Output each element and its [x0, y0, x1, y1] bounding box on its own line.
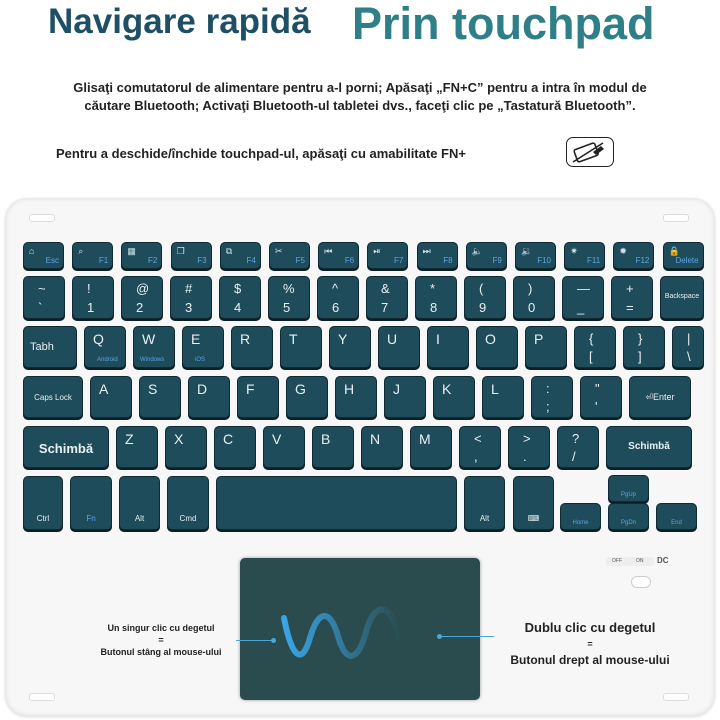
key-label: R: [240, 331, 251, 347]
keyboard-slot: [29, 693, 55, 701]
key-qwerty-10[interactable]: [525, 326, 567, 368]
key-label: G: [295, 381, 306, 397]
key-label: Schimbă: [628, 441, 670, 452]
key-shift-2[interactable]: [165, 426, 207, 468]
key-bottom-label: ;: [546, 399, 550, 414]
key-shift-10[interactable]: [557, 426, 599, 468]
key-home-10[interactable]: [531, 376, 573, 418]
key-home-1[interactable]: [90, 376, 132, 418]
key-label: F12: [635, 256, 650, 265]
key-qwerty-9[interactable]: [476, 326, 518, 368]
key-shift-6[interactable]: [361, 426, 403, 468]
key-label: Delete: [675, 256, 699, 265]
key-number-7[interactable]: [366, 276, 408, 319]
key-shift-9[interactable]: [508, 426, 550, 468]
key-home-5[interactable]: [286, 376, 328, 418]
key-alt-5[interactable]: [464, 476, 505, 530]
dc-label: DC: [657, 556, 669, 565]
key-shift-7[interactable]: [410, 426, 452, 468]
key-label: PgDn: [620, 520, 636, 526]
key-bottom-label: 3: [185, 300, 193, 315]
key-label: D: [197, 381, 208, 397]
key-top-label: !: [87, 281, 91, 296]
key-top-label: >: [523, 431, 531, 446]
key-shift-5[interactable]: [312, 426, 354, 468]
right-click-eq: =: [587, 639, 593, 649]
key-qwerty-13[interactable]: [672, 326, 704, 368]
key-bottom-label: 5: [283, 300, 291, 315]
key-label: I: [436, 331, 440, 347]
key-home-7[interactable]: [384, 376, 426, 418]
key-label: F: [246, 381, 255, 397]
instruction-line-2: căutare Bluetooth; Activaţi Bluetooth-ul tabletei dvs., faceţi clic pe „Tastatură Bluetooth”.: [84, 98, 636, 113]
key-shift-4[interactable]: [263, 426, 305, 468]
right-click-dot: [437, 634, 442, 639]
key-icon: ✂: [275, 246, 283, 256]
key-enter[interactable]: [629, 376, 691, 418]
key-arrow-up[interactable]: [608, 475, 649, 502]
key-bottom-label: _: [577, 300, 585, 315]
key-label: F4: [246, 256, 256, 265]
key-label: F11: [586, 256, 601, 265]
key-label: ⏎Enter: [645, 392, 675, 402]
power-off-label: OFF: [612, 558, 622, 564]
key-qwerty-12[interactable]: [623, 326, 665, 368]
key-qwerty-11[interactable]: [574, 326, 616, 368]
key-label: S: [148, 381, 158, 397]
key-top-label: <: [474, 431, 482, 446]
key-number-5[interactable]: [268, 276, 310, 319]
key-label: End: [671, 520, 682, 526]
key-bottom-label: 1: [87, 300, 95, 315]
key-number-2[interactable]: [121, 276, 163, 319]
key-label: Esc: [45, 256, 59, 265]
key-bottom-label: ,: [474, 449, 478, 464]
key-os-label: Android: [97, 357, 118, 363]
keyboard-slot: [663, 693, 689, 701]
key-f10[interactable]: [515, 242, 556, 269]
key-home-9[interactable]: [482, 376, 524, 418]
key-qwerty-4[interactable]: [231, 326, 273, 368]
key-top-label: ": [595, 381, 600, 396]
key-label: L: [491, 381, 499, 397]
key-bottom-label: 4: [234, 300, 242, 315]
key-f12[interactable]: [613, 242, 654, 269]
key-qwerty-1[interactable]: [84, 326, 126, 368]
key-label: PgUp: [620, 492, 636, 498]
key-number-10[interactable]: [513, 276, 555, 319]
key-home-2[interactable]: [139, 376, 181, 418]
key-label: Cmd: [179, 514, 197, 523]
keyboard-slot: [29, 214, 55, 222]
key-fn-1[interactable]: [70, 476, 112, 530]
key-label: F8: [443, 256, 453, 265]
key-label: Tabh: [30, 341, 54, 353]
key-label: F7: [394, 256, 404, 265]
key-icon: ⌕: [78, 246, 84, 256]
instruction-line-1: Glisaţi comutatorul de alimentare pentru a-l porni; Apăsaţi „FN+C” pentru a intra în modul de: [73, 80, 647, 95]
key-label: J: [393, 381, 400, 397]
key-f5[interactable]: [269, 242, 310, 269]
key-label: C: [223, 431, 234, 447]
key-home-6[interactable]: [335, 376, 377, 418]
key-qwerty-3[interactable]: [182, 326, 224, 368]
keyboard-slot: [663, 214, 689, 222]
key-top-label: }: [638, 331, 643, 346]
key-label: P: [534, 331, 544, 347]
key-label: Alt: [134, 514, 145, 523]
title-right: Prin touchpad: [352, 0, 655, 49]
key-icon: ✹: [619, 246, 627, 256]
key-label: H: [344, 381, 355, 397]
right-click-pointer: [440, 636, 494, 637]
key-label: K: [442, 381, 452, 397]
key-shift-left[interactable]: [23, 426, 109, 468]
key-bottom-label: 0: [528, 300, 536, 315]
key-label: Schimbă: [38, 441, 94, 456]
key-number-6[interactable]: [317, 276, 359, 319]
key-label: B: [321, 431, 331, 447]
key-shift-8[interactable]: [459, 426, 501, 468]
key-number-8[interactable]: [415, 276, 457, 319]
key-bottom-label: `: [38, 300, 43, 315]
key-top-label: +: [626, 281, 634, 296]
right-click-title: Dublu clic cu degetul: [524, 620, 656, 635]
key-icon: ▦: [127, 246, 136, 256]
key-f7[interactable]: [367, 242, 408, 269]
key-bottom-label: 2: [136, 300, 144, 315]
key-label: E: [191, 331, 201, 347]
key-f2[interactable]: [121, 242, 162, 269]
key-icon: 🔉: [521, 246, 533, 256]
key-label: F2: [148, 256, 158, 265]
left-click-dot: [271, 638, 276, 643]
key-bottom-label: 9: [479, 300, 487, 315]
key-top-label: #: [185, 281, 193, 296]
key-qwerty-5[interactable]: [280, 326, 322, 368]
key-icon: 🔈: [471, 246, 484, 256]
right-click-desc: Butonul drept al mouse-ului: [510, 653, 670, 667]
left-click-caption: [86, 622, 236, 658]
key-top-label: |: [687, 331, 691, 346]
key-top-label: ): [528, 281, 533, 296]
key-⌨-6[interactable]: [513, 476, 554, 530]
key-label: Ctrl: [36, 514, 50, 523]
key-label: Caps Lock: [34, 393, 72, 402]
key-backspace[interactable]: [660, 276, 704, 319]
key-number-11[interactable]: [562, 276, 604, 319]
key-top-label: &: [381, 281, 390, 296]
key-icon: 🔒: [668, 246, 680, 256]
key-label: N: [370, 431, 381, 447]
pairing-instructions: [0, 79, 720, 115]
key-label: Home: [572, 520, 589, 526]
key-number-3[interactable]: [170, 276, 212, 319]
key-ctrl-0[interactable]: [23, 476, 63, 530]
key-top-label: —: [577, 281, 590, 296]
key-f4[interactable]: [220, 242, 261, 269]
key-bottom-label: ': [595, 399, 598, 414]
key-icon: ⏯: [373, 246, 381, 256]
key-home-11[interactable]: [580, 376, 622, 418]
key-top-label: ~: [38, 281, 46, 296]
key-bottom-label: 8: [430, 300, 438, 315]
key-label: M: [419, 431, 431, 447]
power-on-label: ON: [636, 558, 644, 564]
key-arrow-down[interactable]: [608, 503, 649, 530]
key-label: F1: [98, 256, 109, 265]
title-left: Navigare rapidă: [48, 2, 311, 41]
key-label: Z: [125, 431, 134, 447]
key-label: Q: [93, 331, 104, 347]
key-f9[interactable]: [466, 242, 507, 269]
key-delete[interactable]: [663, 242, 704, 269]
touchpad-toggle-icon: [566, 137, 614, 167]
key-qwerty-2[interactable]: [133, 326, 175, 368]
key-caps-lock[interactable]: [23, 376, 83, 418]
key-alt-2[interactable]: [119, 476, 160, 530]
key-tab[interactable]: [23, 326, 77, 368]
key-f11[interactable]: [564, 242, 605, 269]
key-arrow-left[interactable]: [560, 503, 601, 530]
key-bottom-label: 6: [332, 300, 340, 315]
key-label: T: [289, 331, 298, 347]
key-shift-right[interactable]: [606, 426, 692, 468]
key-icon: ✷: [570, 246, 578, 256]
key-label: F9: [492, 256, 502, 265]
key-esc[interactable]: [23, 242, 64, 269]
key-label: F3: [197, 256, 207, 265]
key-home-4[interactable]: [237, 376, 279, 418]
key-top-label: $: [234, 281, 242, 296]
key-label: Backspace: [664, 293, 700, 300]
key-bottom-label: =: [626, 300, 634, 315]
key-top-label: ?: [572, 431, 580, 446]
key-arrow-right[interactable]: [656, 503, 697, 530]
key-shift-1[interactable]: [116, 426, 158, 468]
key-space[interactable]: [216, 476, 457, 530]
key-label: O: [485, 331, 496, 347]
key-f1[interactable]: [72, 242, 113, 269]
key-number-0[interactable]: [23, 276, 65, 319]
key-bottom-label: /: [572, 449, 576, 464]
key-top-label: (: [479, 281, 484, 296]
left-click-title: Un singur clic cu degetul: [107, 623, 215, 633]
key-f3[interactable]: [171, 242, 212, 269]
key-label: Fn: [86, 514, 96, 523]
key-os-label: iOS: [195, 357, 206, 363]
key-icon: ❐: [176, 246, 185, 256]
key-label: ⌨: [527, 514, 540, 523]
key-number-12[interactable]: [611, 276, 653, 319]
left-click-eq: =: [158, 635, 164, 645]
key-number-9[interactable]: [464, 276, 506, 319]
key-bottom-label: ]: [638, 349, 642, 364]
key-icon: ⏭: [422, 246, 431, 256]
key-icon: ⧉: [225, 246, 233, 256]
key-qwerty-6[interactable]: [329, 326, 371, 368]
key-number-4[interactable]: [219, 276, 261, 319]
key-label: Alt: [479, 514, 490, 523]
key-number-1[interactable]: [72, 276, 114, 319]
key-label: W: [142, 331, 156, 347]
key-bottom-label: [: [589, 349, 593, 364]
key-f6[interactable]: [318, 242, 359, 269]
key-label: F5: [295, 256, 305, 265]
key-label: A: [99, 381, 109, 397]
touchpad-toggle-instruction: Pentru a deschide/închide touchpad-ul, apăsaţi cu amabilitate FN+: [56, 146, 466, 161]
key-bottom-label: 7: [381, 300, 389, 315]
key-bottom-label: \: [687, 349, 691, 364]
key-top-label: :: [546, 381, 550, 396]
key-cmd-3[interactable]: [167, 476, 209, 530]
key-top-label: %: [283, 281, 295, 296]
key-top-label: ^: [332, 281, 339, 296]
key-icon: ⏮: [324, 246, 333, 256]
key-label: X: [174, 431, 184, 447]
key-shift-3[interactable]: [214, 426, 256, 468]
key-qwerty-7[interactable]: [378, 326, 420, 368]
key-top-label: {: [589, 331, 594, 346]
left-click-desc: Butonul stâng al mouse-ului: [100, 647, 222, 657]
key-top-label: *: [430, 281, 436, 296]
key-top-label: @: [136, 281, 150, 296]
key-os-label: Windows: [140, 357, 165, 363]
touchpad[interactable]: [240, 558, 480, 700]
key-f8[interactable]: [417, 242, 458, 269]
right-click-caption: [490, 620, 690, 668]
wave-gesture-icon: [240, 558, 480, 700]
left-click-pointer: [236, 640, 276, 641]
key-label: U: [387, 331, 398, 347]
power-switch[interactable]: [606, 557, 654, 566]
key-label: Y: [338, 331, 348, 347]
key-label: F6: [344, 256, 355, 265]
key-label: V: [272, 431, 282, 447]
key-home-3[interactable]: [188, 376, 230, 418]
key-home-8[interactable]: [433, 376, 475, 418]
key-icon: ⌂: [29, 246, 35, 256]
key-bottom-label: .: [523, 449, 527, 464]
key-qwerty-8[interactable]: [427, 326, 469, 368]
key-label: F10: [537, 256, 551, 265]
charge-port: [631, 576, 651, 588]
